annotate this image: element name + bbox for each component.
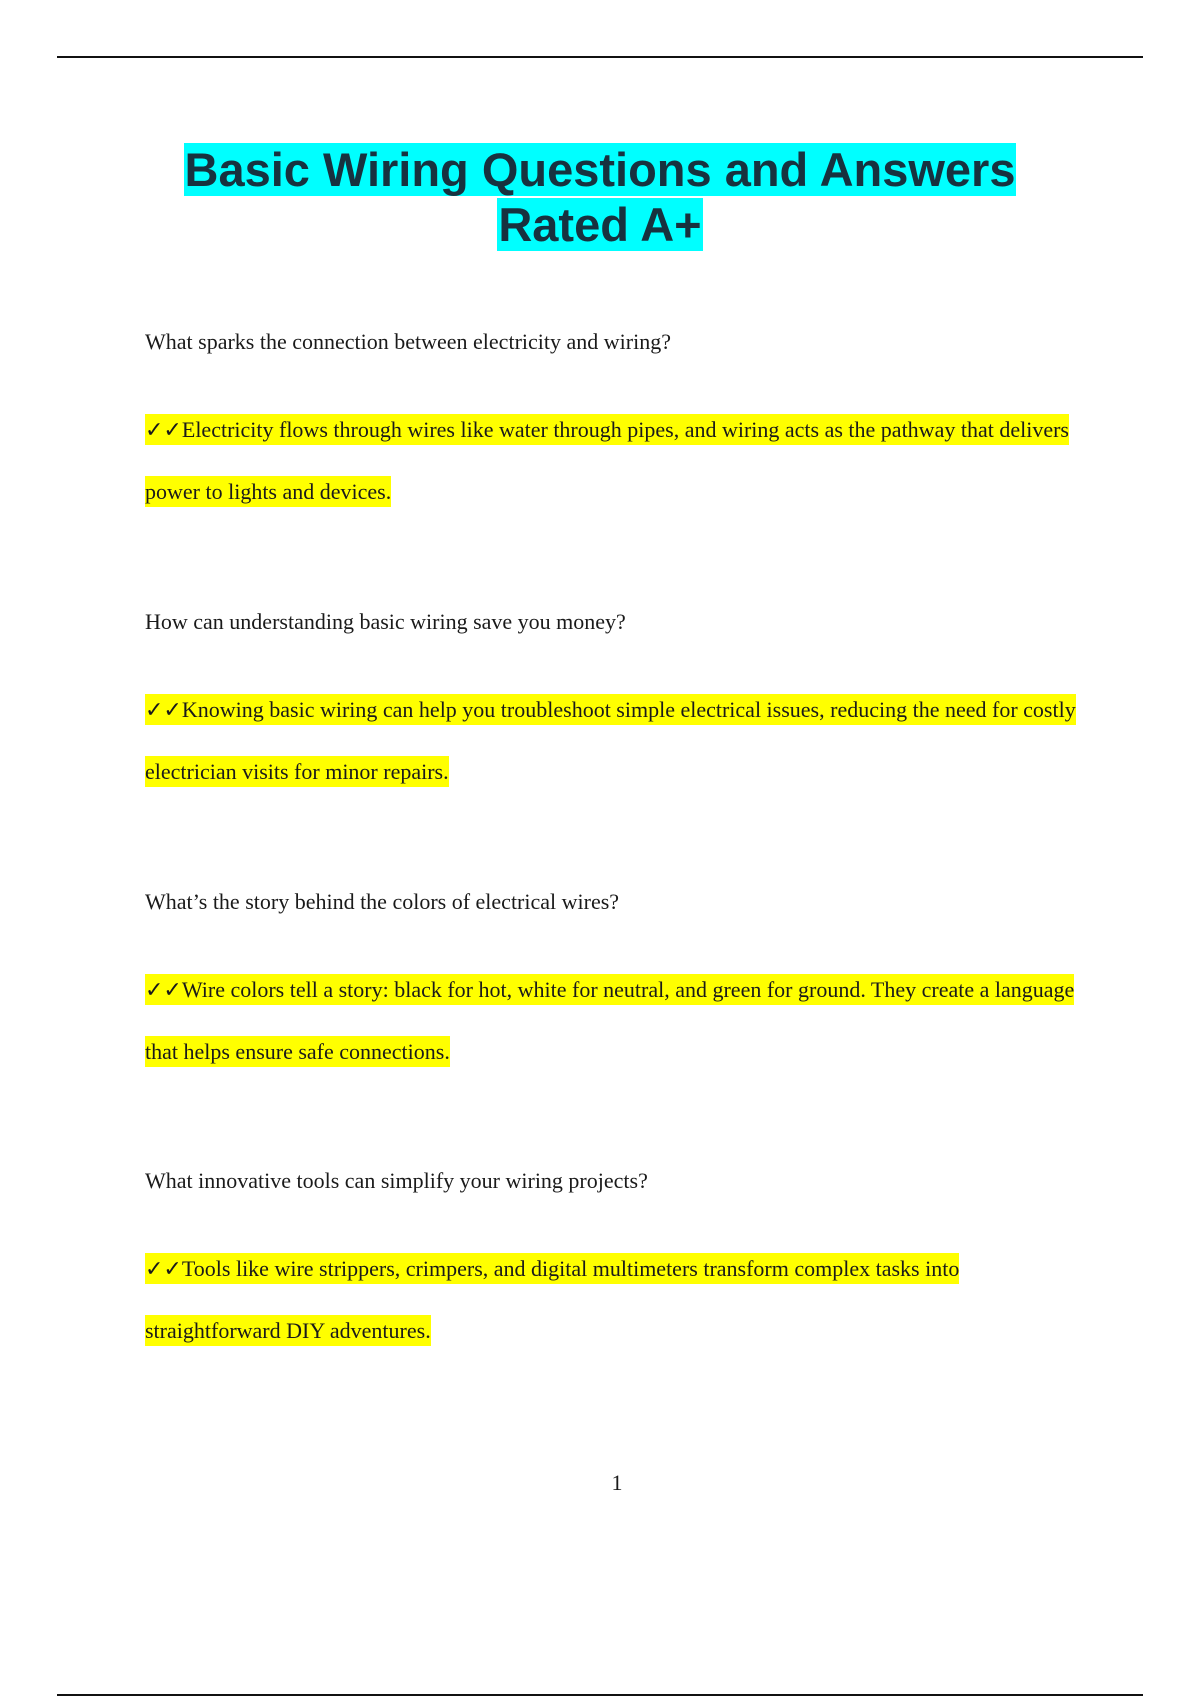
double-check-icon: ✓✓ [145,418,182,443]
title-line-1: Basic Wiring Questions and Answers [184,143,1016,196]
answer-text: Wire colors tell a story: black for hot, white for neutral, and green for ground. They create a language that helps ensure safe connections. [145,977,1075,1064]
question-text: What’s the story behind the colors of electrical wires? [145,889,620,914]
question-text: What sparks the connection between electricity and wiring? [145,329,671,354]
answer-block [145,1238,1085,1361]
bottom-rule [57,1694,1143,1696]
answer-highlight [145,414,1069,507]
double-check-icon: ✓✓ [145,698,182,723]
answer-block [145,399,1085,522]
double-check-icon: ✓✓ [145,1257,182,1282]
qa-item [145,327,1085,522]
qa-item [145,1166,1085,1361]
answer-text: Knowing basic wiring can help you troubleshoot simple electrical issues, reducing the need for costly electrician visits for minor repairs. [145,697,1076,784]
answer-block [145,959,1085,1082]
answer-highlight [145,974,1074,1067]
document-title [100,142,1100,252]
double-check-icon: ✓✓ [145,978,182,1003]
answer-highlight [145,1253,959,1346]
answer-text: Electricity flows through wires like water through pipes, and wiring acts as the pathway that delivers power to lights and devices. [145,417,1069,504]
answer-highlight [145,694,1076,787]
answer-text: Tools like wire strippers, crimpers, and digital multimeters transform complex tasks into straightforward DIY adventures. [145,1256,960,1343]
question-text: What innovative tools can simplify your wiring projects? [145,1168,648,1193]
title-line-2: Rated A+ [498,198,702,251]
top-rule [57,56,1143,58]
answer-block [145,679,1085,802]
page-number: 1 [611,1470,623,1495]
question-text: How can understanding basic wiring save you money? [145,609,626,634]
qa-item [145,887,1085,1082]
qa-item [145,607,1085,802]
